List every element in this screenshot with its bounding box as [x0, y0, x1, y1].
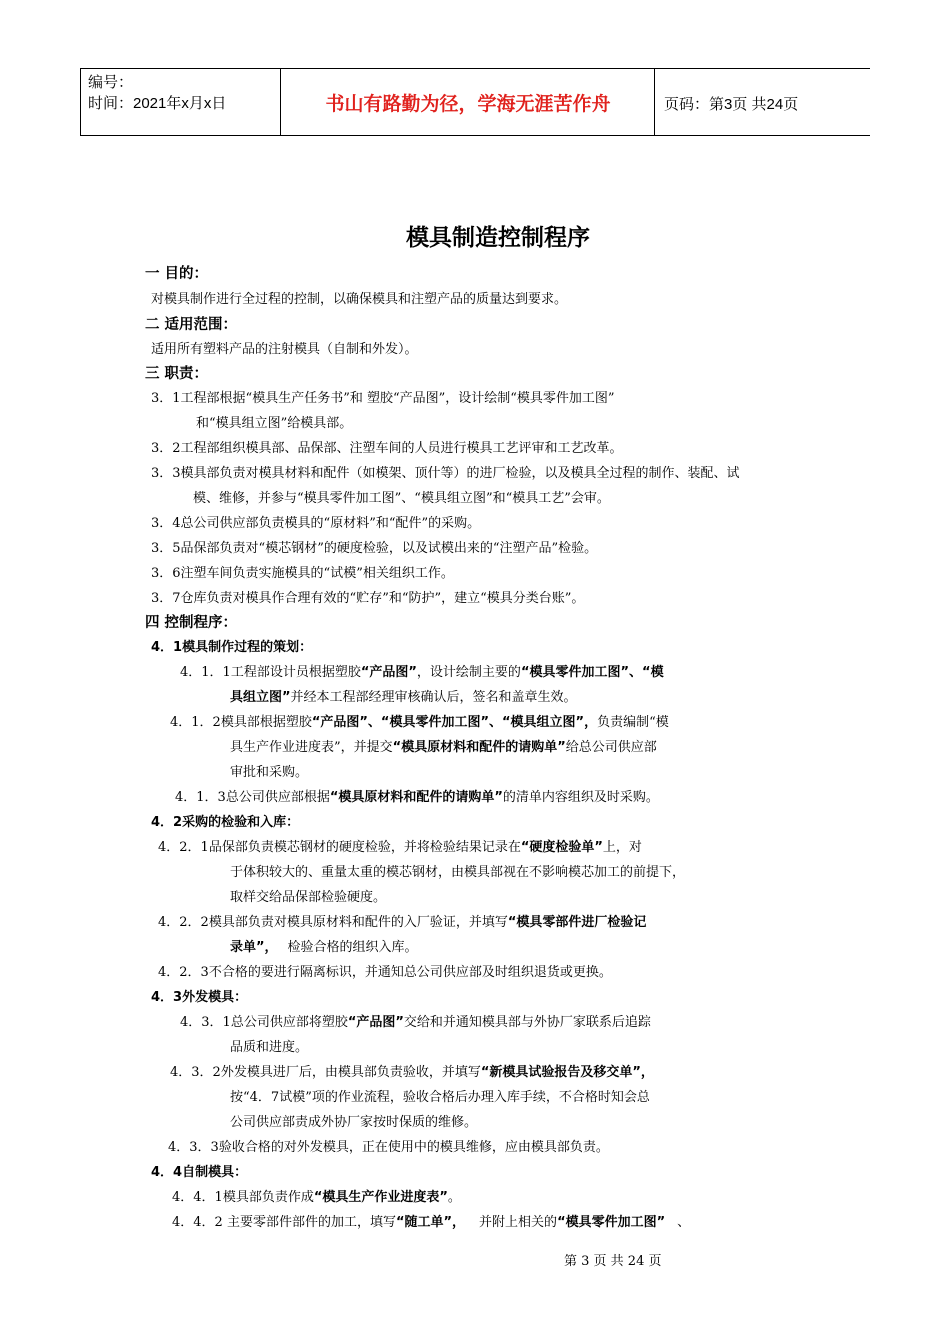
document-date: 时间：2021年x月x日 — [88, 95, 227, 112]
procedure-line: 4．2．3不合格的要进行隔离标识，并通知总公司供应部及时组织退货或更换。 — [158, 965, 612, 980]
procedure-line: 品质和进度。 — [230, 1040, 309, 1055]
subsection-heading-planning: 4．1模具制作过程的策划： — [151, 640, 313, 655]
duty-line: 3．7仓库负责对模具作合理有效的“贮存”和“防护”，建立“模具分类台账”。 — [151, 591, 585, 606]
subsection-heading-outsourced-molds: 4．3外发模具： — [151, 990, 248, 1005]
duty-line: 3．4总公司供应部负责模具的“原材料”和“配件”的采购。 — [151, 516, 481, 531]
procedure-line: 具生产作业进度表”，并提交“模具原材料和配件的请购单”给总公司供应部 — [230, 740, 657, 755]
procedure-line: 4．4．1模具部负责作成“模具生产作业进度表”。 — [172, 1190, 461, 1205]
duty-line: 模、维修，并参与“模具零件加工图”、“模具组立图”和“模具工艺”会审。 — [193, 491, 610, 506]
procedure-line: 审批和采购。 — [230, 765, 309, 780]
subsection-heading-inspection: 4．2采购的检验和入库： — [151, 815, 300, 830]
procedure-line: 4．3．2外发模具进厂后，由模具部负责验收，并填写“新模具试验报告及移交单”， — [170, 1065, 654, 1080]
section-heading-purpose: 一 目的： — [145, 266, 209, 282]
procedure-line: 具组立图”并经本工程部经理审核确认后，签名和盖章生效。 — [230, 690, 577, 705]
procedure-line: 按“4．7试模”项的作业流程，验收合格后办理入库手续，不合格时知会总 — [230, 1090, 650, 1105]
purpose-text: 对模具制作进行全过程的控制，以确保模具和注塑产品的质量达到要求。 — [151, 292, 568, 307]
procedure-line: 4．2．2模具部负责对模具原材料和配件的入厂验证，并填写“模具零部件进厂检验记 — [158, 915, 647, 930]
header-meta — [88, 72, 226, 114]
document-title: 模具制造控制程序 — [406, 225, 590, 251]
procedure-line: 4．3．3验收合格的对外发模具，正在使用中的模具维修，应由模具部负责。 — [168, 1140, 609, 1155]
procedure-line: 4．1．3总公司供应部根据“模具原材料和配件的请购单”的清单内容组织及时采购。 — [175, 790, 659, 805]
procedure-line: 公司供应部责成外协厂家按时保质的维修。 — [230, 1115, 478, 1130]
duty-line: 和“模具组立图”给模具部。 — [196, 416, 353, 431]
section-heading-duties: 三 职责： — [145, 366, 209, 382]
duty-line: 3．1工程部根据“模具生产任务书”和 塑胶“产品图”，设计绘制“模具零件加工图” — [151, 391, 615, 406]
section-heading-control-procedure: 四 控制程序： — [145, 615, 238, 631]
header-table — [80, 68, 870, 136]
subsection-heading-in-house-molds: 4．4自制模具： — [151, 1165, 248, 1180]
procedure-line: 录单”， 检验合格的组织入库。 — [230, 940, 418, 955]
section-heading-scope: 二 适用范围： — [145, 317, 238, 333]
duty-line: 3．2工程部组织模具部、品保部、注塑车间的人员进行模具工艺评审和工艺改革。 — [151, 441, 623, 456]
procedure-line: 4．2．1品保部负责模芯钢材的硬度检验，并将检验结果记录在“硬度检验单”上，对 — [158, 840, 642, 855]
page-footer: 第 3 页 共 24 页 — [564, 1254, 662, 1269]
duty-line: 3．6注塑车间负责实施模具的“试模”相关组织工作。 — [151, 566, 454, 581]
procedure-line: 4．4．2 主要零部件部件的加工，填写“随工单”， 并附上相关的“模具零件加工图” 、 — [172, 1215, 691, 1230]
procedure-line: 4．1．2模具部根据塑胶“产品图”、“模具零件加工图”、“模具组立图”，负责编制“模 — [170, 715, 669, 730]
duty-line: 3．3模具部负责对模具材料和配件（如模架、顶什等）的进厂检验，以及模具全过程的制作、装配、试 — [151, 466, 740, 481]
header-motto: 书山有路勤为径，学海无涯苦作舟 — [325, 92, 611, 115]
procedure-line: 4．1．1工程部设计员根据塑胶“产品图”，设计绘制主要的“模具零件加工图”、“模 — [180, 665, 664, 680]
procedure-line: 4．3．1总公司供应部将塑胶“产品图”交给和并通知模具部与外协厂家联系后追踪 — [180, 1015, 651, 1030]
procedure-line: 于体积较大的、重量太重的模芯钢材，由模具部视在不影响模芯加工的前提下， — [230, 865, 686, 880]
scope-text: 适用所有塑料产品的注射模具（自制和外发）。 — [151, 342, 418, 357]
duty-line: 3．5品保部负责对“模芯钢材”的硬度检验，以及试模出来的“注塑产品”检验。 — [151, 541, 598, 556]
header-page-info: 页码：第3页 共24页 — [664, 96, 799, 113]
procedure-line: 取样交给品保部检验硬度。 — [230, 890, 387, 905]
document-number-label: 编号： — [88, 74, 134, 91]
